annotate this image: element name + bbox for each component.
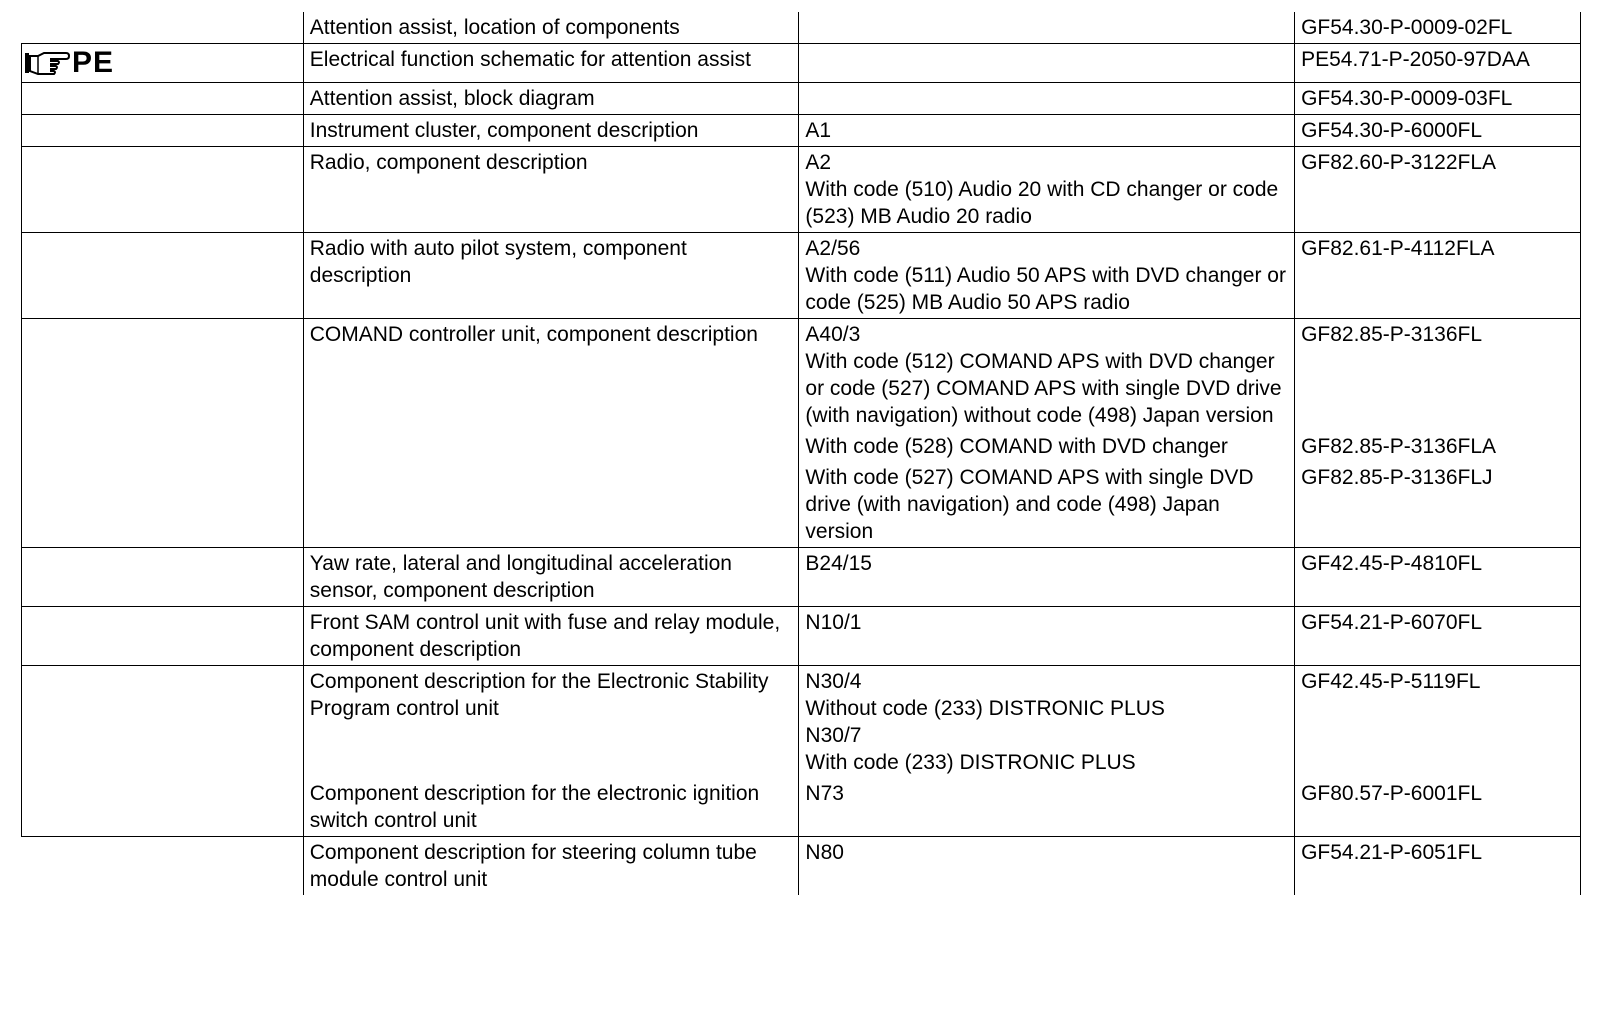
component-code: A2/56 <box>805 237 861 260</box>
component-cell <box>799 778 1295 837</box>
component-cell <box>799 233 1295 319</box>
document-link[interactable]: PE54.71-P-2050-97DAA <box>1295 44 1581 83</box>
marker-cell <box>22 147 304 233</box>
title-cell: Component description for steering column tube module control unit <box>303 837 799 896</box>
component-code: A2 <box>805 151 832 174</box>
pe-marker <box>24 46 297 80</box>
component-cell <box>799 607 1295 666</box>
marker-cell <box>22 83 304 115</box>
component-condition: With code (527) COMAND APS with single DVD drive (with navigation) and code (498) Japan version <box>805 466 1254 543</box>
title-cell: Electrical function schematic for attention assist <box>303 44 799 83</box>
component-code: B24/15 <box>805 552 872 575</box>
document-link[interactable]: GF42.45-P-4810FL <box>1295 548 1581 607</box>
table-row <box>22 548 1581 607</box>
document-link[interactable]: GF82.85-P-3136FLJ <box>1295 462 1581 548</box>
component-cell <box>799 115 1295 147</box>
title-cell: COMAND controller unit, component description <box>303 319 799 548</box>
title-cell: Instrument cluster, component description <box>303 115 799 147</box>
component-condition: Without code (233) DISTRONIC PLUS <box>805 697 1165 720</box>
component-code: N10/1 <box>805 611 862 634</box>
title-cell: Radio with auto pilot system, component description <box>303 233 799 319</box>
component-cell <box>799 431 1295 462</box>
reference-table <box>21 12 1581 895</box>
component-code: N80 <box>805 841 844 864</box>
table-row <box>22 837 1581 896</box>
marker-cell <box>22 115 304 147</box>
marker-cell <box>22 837 304 896</box>
component-cell <box>799 12 1295 44</box>
component-cell <box>799 44 1295 83</box>
table-row <box>22 12 1581 44</box>
component-cell <box>799 83 1295 115</box>
marker-cell <box>22 12 304 44</box>
document-link[interactable]: GF82.60-P-3122FLA <box>1295 147 1581 233</box>
component-code: N73 <box>805 782 844 805</box>
component-condition: With code (511) Audio 50 APS with DVD changer or code (525) MB Audio 50 APS radio <box>805 264 1286 314</box>
title-cell: Attention assist, block diagram <box>303 83 799 115</box>
title-cell: Radio, component description <box>303 147 799 233</box>
component-condition: With code (233) DISTRONIC PLUS <box>805 751 1136 774</box>
component-cell <box>799 666 1295 779</box>
pointing-hand-icon <box>24 50 70 76</box>
component-code: A40/3 <box>805 323 861 346</box>
table-row <box>22 44 1581 83</box>
component-condition: With code (512) COMAND APS with DVD changer or code (527) COMAND APS with single DVD drive (with navigation) without code (498) Japan version <box>805 350 1282 427</box>
document-link[interactable]: GF54.30-P-6000FL <box>1295 115 1581 147</box>
component-cell <box>799 147 1295 233</box>
title-cell: Front SAM control unit with fuse and relay module, component description <box>303 607 799 666</box>
component-code: N30/7 <box>805 724 862 747</box>
component-code: A1 <box>805 119 832 142</box>
marker-cell <box>22 666 304 837</box>
title-cell: Attention assist, location of components <box>303 12 799 44</box>
table-row <box>22 115 1581 147</box>
table-row <box>22 607 1581 666</box>
document-link[interactable]: GF54.21-P-6070FL <box>1295 607 1581 666</box>
document-link[interactable]: GF54.30-P-0009-02FL <box>1295 12 1581 44</box>
marker-cell <box>22 607 304 666</box>
marker-cell <box>22 319 304 548</box>
document-link[interactable]: GF80.57-P-6001FL <box>1295 778 1581 837</box>
component-condition: With code (528) COMAND with DVD changer <box>805 435 1228 458</box>
title-cell: Component description for the Electronic Stability Program control unit <box>303 666 799 779</box>
marker-cell <box>22 44 304 83</box>
component-code: N30/4 <box>805 670 862 693</box>
document-link[interactable]: GF82.61-P-4112FLA <box>1295 233 1581 319</box>
table-row <box>22 666 1581 779</box>
title-cell: Yaw rate, lateral and longitudinal acceleration sensor, component description <box>303 548 799 607</box>
table-row <box>22 83 1581 115</box>
component-cell <box>799 462 1295 548</box>
document-link[interactable]: GF54.21-P-6051FL <box>1295 837 1581 896</box>
table-row <box>22 319 1581 432</box>
component-cell <box>799 548 1295 607</box>
document-sheet <box>21 12 1581 895</box>
title-cell: Component description for the electronic ignition switch control unit <box>303 778 799 837</box>
component-cell <box>799 837 1295 896</box>
marker-cell <box>22 548 304 607</box>
table-row <box>22 233 1581 319</box>
component-cell <box>799 319 1295 432</box>
marker-cell <box>22 233 304 319</box>
document-link[interactable]: GF82.85-P-3136FL <box>1295 319 1581 432</box>
component-condition: With code (510) Audio 20 with CD changer or code (523) MB Audio 20 radio <box>805 178 1279 228</box>
table-row <box>22 147 1581 233</box>
document-link[interactable]: GF42.45-P-5119FL <box>1295 666 1581 779</box>
pe-label: PE <box>72 46 115 79</box>
document-link[interactable]: GF82.85-P-3136FLA <box>1295 431 1581 462</box>
document-link[interactable]: GF54.30-P-0009-03FL <box>1295 83 1581 115</box>
